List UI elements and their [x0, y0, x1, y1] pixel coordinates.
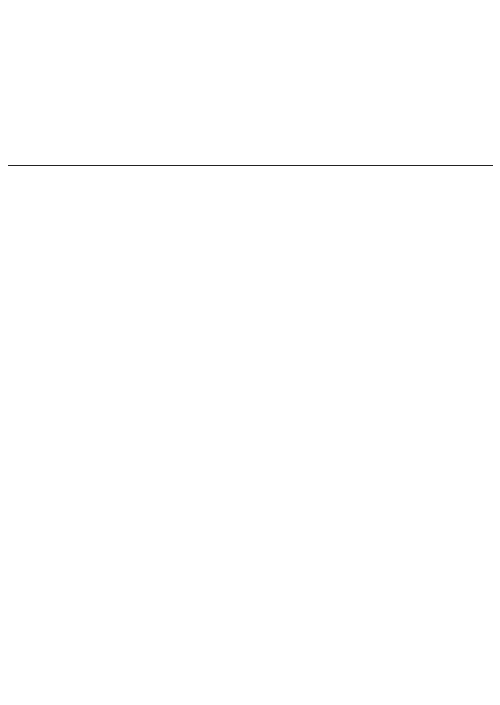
heading-divider: [8, 165, 493, 166]
